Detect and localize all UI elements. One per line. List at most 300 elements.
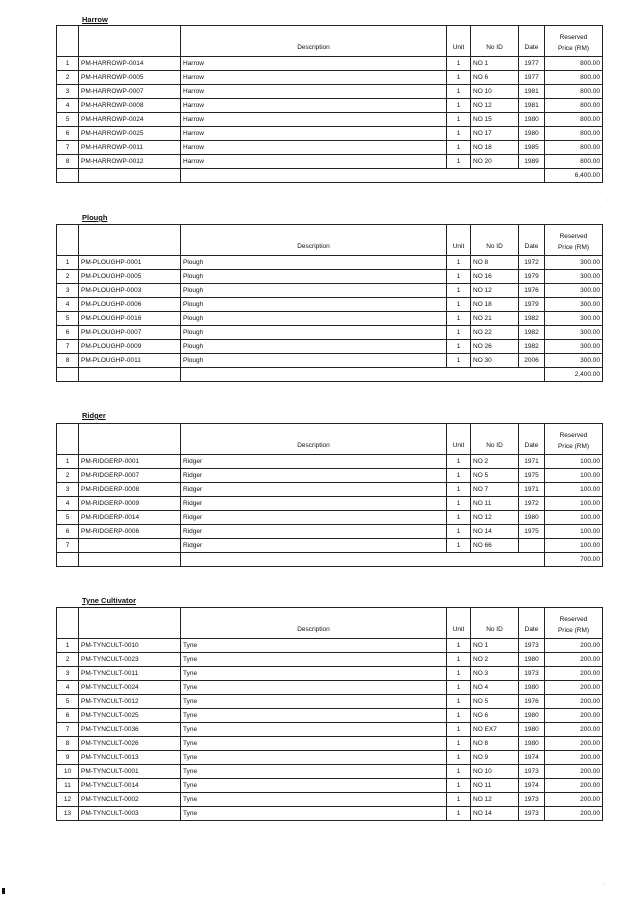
item-unit: 1	[447, 312, 471, 326]
item-date: 1975	[519, 525, 545, 539]
item-unit: 1	[447, 284, 471, 298]
item-no-id: NO 12	[471, 793, 519, 807]
item-date: 1972	[519, 497, 545, 511]
item-date: 1973	[519, 793, 545, 807]
item-code: PM-PLOUGHP-0009	[79, 340, 181, 354]
header-code	[79, 608, 181, 639]
item-no-id: NO 26	[471, 340, 519, 354]
table-header-row	[57, 608, 603, 639]
item-price: 200.00	[545, 639, 603, 653]
table-row	[57, 723, 603, 737]
item-no-id: NO 12	[471, 284, 519, 298]
item-price: 200.00	[545, 709, 603, 723]
item-unit: 1	[447, 709, 471, 723]
item-description: Harrow	[181, 99, 447, 113]
item-date: 1980	[519, 511, 545, 525]
item-price: 800.00	[545, 155, 603, 169]
item-code: PM-TYNCULT-0003	[79, 807, 181, 821]
item-price: 200.00	[545, 807, 603, 821]
item-date: 1979	[519, 270, 545, 284]
item-date: 1976	[519, 695, 545, 709]
item-code: PM-RIDGERP-0007	[79, 469, 181, 483]
item-code: PM-PLOUGHP-0007	[79, 326, 181, 340]
row-number: 1	[57, 57, 79, 71]
table-row	[57, 256, 603, 270]
row-number: 13	[57, 807, 79, 821]
table-row	[57, 639, 603, 653]
item-price: 300.00	[545, 256, 603, 270]
item-date: 1985	[519, 141, 545, 155]
row-number: 7	[57, 141, 79, 155]
table-row	[57, 525, 603, 539]
header-unit: Unit	[447, 225, 471, 256]
header-date: Date	[519, 608, 545, 639]
header-no-id: No ID	[471, 26, 519, 57]
item-description: Plough	[181, 298, 447, 312]
item-description: Ridger	[181, 483, 447, 497]
item-unit: 1	[447, 270, 471, 284]
item-unit: 1	[447, 340, 471, 354]
item-unit: 1	[447, 469, 471, 483]
row-number: 7	[57, 340, 79, 354]
section-total: 6,400.00	[545, 169, 603, 183]
inventory-table	[56, 607, 603, 821]
item-description: Ridger	[181, 469, 447, 483]
table-row	[57, 667, 603, 681]
item-price: 100.00	[545, 469, 603, 483]
item-unit: 1	[447, 99, 471, 113]
table-row	[57, 751, 603, 765]
item-price: 800.00	[545, 71, 603, 85]
item-code: PM-HARROWP-0024	[79, 113, 181, 127]
item-price: 300.00	[545, 340, 603, 354]
item-unit: 1	[447, 141, 471, 155]
item-date: 1973	[519, 639, 545, 653]
table-row	[57, 497, 603, 511]
item-code: PM-RIDGERP-0009	[79, 497, 181, 511]
item-price: 200.00	[545, 723, 603, 737]
item-price: 300.00	[545, 354, 603, 368]
item-date: 2006	[519, 354, 545, 368]
item-price: 800.00	[545, 57, 603, 71]
item-price: 200.00	[545, 765, 603, 779]
row-number: 6	[57, 709, 79, 723]
item-code: PM-TYNCULT-0010	[79, 639, 181, 653]
item-no-id: NO 5	[471, 695, 519, 709]
table-row	[57, 681, 603, 695]
item-date	[519, 539, 545, 553]
table-row	[57, 455, 603, 469]
item-date: 1975	[519, 469, 545, 483]
item-date: 1972	[519, 256, 545, 270]
item-date: 1980	[519, 653, 545, 667]
row-number: 3	[57, 483, 79, 497]
table-row	[57, 298, 603, 312]
item-date: 1982	[519, 326, 545, 340]
item-unit: 1	[447, 765, 471, 779]
table-row	[57, 312, 603, 326]
item-price: 800.00	[545, 113, 603, 127]
item-description: Tyne	[181, 709, 447, 723]
table-header-row	[57, 26, 603, 57]
row-number: 7	[57, 539, 79, 553]
row-number: 8	[57, 737, 79, 751]
item-code: PM-PLOUGHP-0011	[79, 354, 181, 368]
row-number: 2	[57, 469, 79, 483]
table-row	[57, 469, 603, 483]
item-no-id: NO 2	[471, 653, 519, 667]
table-row	[57, 779, 603, 793]
item-date: 1980	[519, 709, 545, 723]
table-row	[57, 270, 603, 284]
item-unit: 1	[447, 57, 471, 71]
item-code: PM-RIDGERP-0008	[79, 483, 181, 497]
item-description: Plough	[181, 284, 447, 298]
table-row	[57, 85, 603, 99]
item-date: 1973	[519, 765, 545, 779]
header-unit: Unit	[447, 26, 471, 57]
item-description: Harrow	[181, 57, 447, 71]
header-date: Date	[519, 26, 545, 57]
item-description: Plough	[181, 326, 447, 340]
item-no-id: NO 8	[471, 256, 519, 270]
item-unit: 1	[447, 483, 471, 497]
item-no-id: NO 11	[471, 779, 519, 793]
total-blank	[181, 368, 545, 382]
table-row	[57, 326, 603, 340]
section-title: Plough	[82, 213, 108, 222]
item-unit: 1	[447, 155, 471, 169]
item-code: PM-HARROWP-0025	[79, 127, 181, 141]
item-unit: 1	[447, 639, 471, 653]
header-reserved-label: Reserved	[559, 34, 588, 41]
table-row	[57, 113, 603, 127]
item-date: 1981	[519, 85, 545, 99]
header-unit: Unit	[447, 608, 471, 639]
item-unit: 1	[447, 298, 471, 312]
item-unit: 1	[447, 793, 471, 807]
header-unit: Unit	[447, 424, 471, 455]
header-price-label: Price (RM)	[557, 244, 590, 251]
row-number: 5	[57, 113, 79, 127]
item-no-id: NO 1	[471, 57, 519, 71]
item-price: 300.00	[545, 312, 603, 326]
total-row	[57, 368, 603, 382]
row-number: 1	[57, 639, 79, 653]
item-date: 1976	[519, 284, 545, 298]
item-price: 200.00	[545, 653, 603, 667]
item-unit: 1	[447, 511, 471, 525]
item-code: PM-RIDGERP-0001	[79, 455, 181, 469]
item-code: PM-HARROWP-0011	[79, 141, 181, 155]
row-number: 3	[57, 284, 79, 298]
item-price: 800.00	[545, 141, 603, 155]
header-reserved-price	[545, 26, 603, 57]
item-description: Ridger	[181, 525, 447, 539]
item-unit: 1	[447, 256, 471, 270]
item-description: Harrow	[181, 71, 447, 85]
item-no-id: NO 2	[471, 455, 519, 469]
header-description: Description	[181, 225, 447, 256]
item-date: 1982	[519, 312, 545, 326]
table-row	[57, 155, 603, 169]
total-blank	[79, 368, 181, 382]
item-price: 100.00	[545, 539, 603, 553]
item-description: Ridger	[181, 511, 447, 525]
row-number: 7	[57, 723, 79, 737]
item-unit: 1	[447, 71, 471, 85]
row-number: 5	[57, 695, 79, 709]
item-code: PM-TYNCULT-0011	[79, 667, 181, 681]
item-no-id: NO 6	[471, 71, 519, 85]
item-price: 800.00	[545, 127, 603, 141]
table-row	[57, 340, 603, 354]
item-code: PM-RIDGERP-0006	[79, 525, 181, 539]
item-code: PM-TYNCULT-0012	[79, 695, 181, 709]
header-reserved-label: Reserved	[559, 432, 588, 439]
item-price: 300.00	[545, 298, 603, 312]
row-number: 2	[57, 653, 79, 667]
item-date: 1982	[519, 340, 545, 354]
section-total: 700.00	[545, 553, 603, 567]
table-row	[57, 539, 603, 553]
inventory-table	[56, 423, 603, 567]
header-description: Description	[181, 26, 447, 57]
item-description: Ridger	[181, 497, 447, 511]
item-code	[79, 539, 181, 553]
table-row	[57, 695, 603, 709]
section-total: 2,400.00	[545, 368, 603, 382]
item-code: PM-TYNCULT-0025	[79, 709, 181, 723]
item-unit: 1	[447, 354, 471, 368]
item-unit: 1	[447, 723, 471, 737]
total-blank	[181, 553, 545, 567]
item-price: 300.00	[545, 326, 603, 340]
item-no-id: NO 11	[471, 497, 519, 511]
header-reserved-price	[545, 225, 603, 256]
item-price: 200.00	[545, 779, 603, 793]
scan-mark	[2, 888, 5, 894]
header-date: Date	[519, 225, 545, 256]
item-price: 100.00	[545, 525, 603, 539]
item-description: Ridger	[181, 539, 447, 553]
table-row	[57, 284, 603, 298]
item-date: 1977	[519, 57, 545, 71]
item-unit: 1	[447, 681, 471, 695]
item-no-id: NO 9	[471, 751, 519, 765]
item-code: PM-TYNCULT-0002	[79, 793, 181, 807]
item-no-id: NO 8	[471, 737, 519, 751]
item-description: Harrow	[181, 127, 447, 141]
total-row	[57, 169, 603, 183]
item-code: PM-TYNCULT-0023	[79, 653, 181, 667]
header-code	[79, 424, 181, 455]
item-no-id: NO 21	[471, 312, 519, 326]
item-description: Ridger	[181, 455, 447, 469]
table-row	[57, 71, 603, 85]
table-row	[57, 793, 603, 807]
row-number: 2	[57, 270, 79, 284]
item-code: PM-HARROWP-0014	[79, 57, 181, 71]
item-description: Tyne	[181, 639, 447, 653]
item-unit: 1	[447, 127, 471, 141]
item-code: PM-HARROWP-0007	[79, 85, 181, 99]
item-unit: 1	[447, 667, 471, 681]
item-description: Tyne	[181, 653, 447, 667]
item-unit: 1	[447, 539, 471, 553]
item-description: Harrow	[181, 155, 447, 169]
header-code	[79, 225, 181, 256]
header-price-label: Price (RM)	[557, 45, 590, 52]
header-no	[57, 608, 79, 639]
header-price-label: Price (RM)	[557, 627, 590, 634]
row-number: 1	[57, 256, 79, 270]
item-date: 1973	[519, 667, 545, 681]
item-code: PM-PLOUGHP-0001	[79, 256, 181, 270]
table-row	[57, 354, 603, 368]
item-no-id: NO 12	[471, 99, 519, 113]
item-price: 200.00	[545, 751, 603, 765]
item-description: Plough	[181, 340, 447, 354]
header-reserved-label: Reserved	[559, 616, 588, 623]
item-unit: 1	[447, 751, 471, 765]
item-code: PM-TYNCULT-0013	[79, 751, 181, 765]
item-description: Tyne	[181, 723, 447, 737]
item-date: 1974	[519, 779, 545, 793]
row-number: 5	[57, 511, 79, 525]
item-no-id: NO 7	[471, 483, 519, 497]
item-code: PM-PLOUGHP-0005	[79, 270, 181, 284]
item-date: 1971	[519, 483, 545, 497]
item-description: Tyne	[181, 765, 447, 779]
item-price: 200.00	[545, 667, 603, 681]
item-unit: 1	[447, 113, 471, 127]
item-no-id: NO 4	[471, 681, 519, 695]
row-number: 3	[57, 85, 79, 99]
total-blank	[57, 169, 79, 183]
table-row	[57, 141, 603, 155]
item-price: 100.00	[545, 455, 603, 469]
item-description: Harrow	[181, 141, 447, 155]
item-price: 800.00	[545, 99, 603, 113]
item-code: PM-PLOUGHP-0003	[79, 284, 181, 298]
item-description: Tyne	[181, 807, 447, 821]
item-price: 100.00	[545, 511, 603, 525]
item-date: 1974	[519, 751, 545, 765]
total-blank	[181, 169, 545, 183]
total-blank	[79, 169, 181, 183]
item-price: 200.00	[545, 737, 603, 751]
item-code: PM-TYNCULT-0026	[79, 737, 181, 751]
item-code: PM-HARROWP-0012	[79, 155, 181, 169]
item-no-id: NO 66	[471, 539, 519, 553]
item-code: PM-HARROWP-0008	[79, 99, 181, 113]
header-price-label: Price (RM)	[557, 443, 590, 450]
item-date: 1981	[519, 99, 545, 113]
item-code: PM-TYNCULT-0036	[79, 723, 181, 737]
item-no-id: NO 20	[471, 155, 519, 169]
header-no	[57, 225, 79, 256]
item-no-id: NO 17	[471, 127, 519, 141]
item-description: Tyne	[181, 695, 447, 709]
item-date: 1980	[519, 723, 545, 737]
table-row	[57, 99, 603, 113]
item-description: Tyne	[181, 793, 447, 807]
table-row	[57, 653, 603, 667]
item-no-id: NO 18	[471, 298, 519, 312]
row-number: 12	[57, 793, 79, 807]
row-number: 6	[57, 127, 79, 141]
item-unit: 1	[447, 779, 471, 793]
total-blank	[79, 553, 181, 567]
row-number: 1	[57, 455, 79, 469]
item-date: 1979	[519, 298, 545, 312]
table-row	[57, 765, 603, 779]
row-number: 8	[57, 155, 79, 169]
item-unit: 1	[447, 525, 471, 539]
item-price: 200.00	[545, 681, 603, 695]
item-no-id: NO 10	[471, 765, 519, 779]
item-no-id: NO EX7	[471, 723, 519, 737]
item-unit: 1	[447, 737, 471, 751]
item-description: Plough	[181, 256, 447, 270]
table-row	[57, 127, 603, 141]
header-no-id: No ID	[471, 225, 519, 256]
item-code: PM-TYNCULT-0001	[79, 765, 181, 779]
item-code: PM-PLOUGHP-0006	[79, 298, 181, 312]
total-blank	[57, 553, 79, 567]
item-description: Tyne	[181, 667, 447, 681]
item-no-id: NO 10	[471, 85, 519, 99]
item-date: 1980	[519, 681, 545, 695]
item-price: 100.00	[545, 483, 603, 497]
scan-speck: ˈ	[606, 200, 608, 206]
item-no-id: NO 14	[471, 525, 519, 539]
item-no-id: NO 14	[471, 807, 519, 821]
item-no-id: NO 12	[471, 511, 519, 525]
row-number: 10	[57, 765, 79, 779]
header-description: Description	[181, 608, 447, 639]
header-reserved-label: Reserved	[559, 233, 588, 240]
item-no-id: NO 3	[471, 667, 519, 681]
item-description: Harrow	[181, 85, 447, 99]
row-number: 4	[57, 298, 79, 312]
item-price: 200.00	[545, 695, 603, 709]
item-description: Tyne	[181, 751, 447, 765]
header-description: Description	[181, 424, 447, 455]
total-row	[57, 553, 603, 567]
row-number: 5	[57, 312, 79, 326]
item-description: Harrow	[181, 113, 447, 127]
item-date: 1973	[519, 807, 545, 821]
item-no-id: NO 22	[471, 326, 519, 340]
item-description: Plough	[181, 312, 447, 326]
item-price: 200.00	[545, 793, 603, 807]
table-row	[57, 511, 603, 525]
row-number: 4	[57, 99, 79, 113]
item-no-id: NO 6	[471, 709, 519, 723]
item-date: 1971	[519, 455, 545, 469]
table-header-row	[57, 424, 603, 455]
item-price: 800.00	[545, 85, 603, 99]
row-number: 2	[57, 71, 79, 85]
item-price: 100.00	[545, 497, 603, 511]
item-unit: 1	[447, 326, 471, 340]
section-title: Ridger	[82, 411, 106, 420]
item-description: Plough	[181, 354, 447, 368]
inventory-table	[56, 224, 603, 382]
item-date: 1980	[519, 737, 545, 751]
